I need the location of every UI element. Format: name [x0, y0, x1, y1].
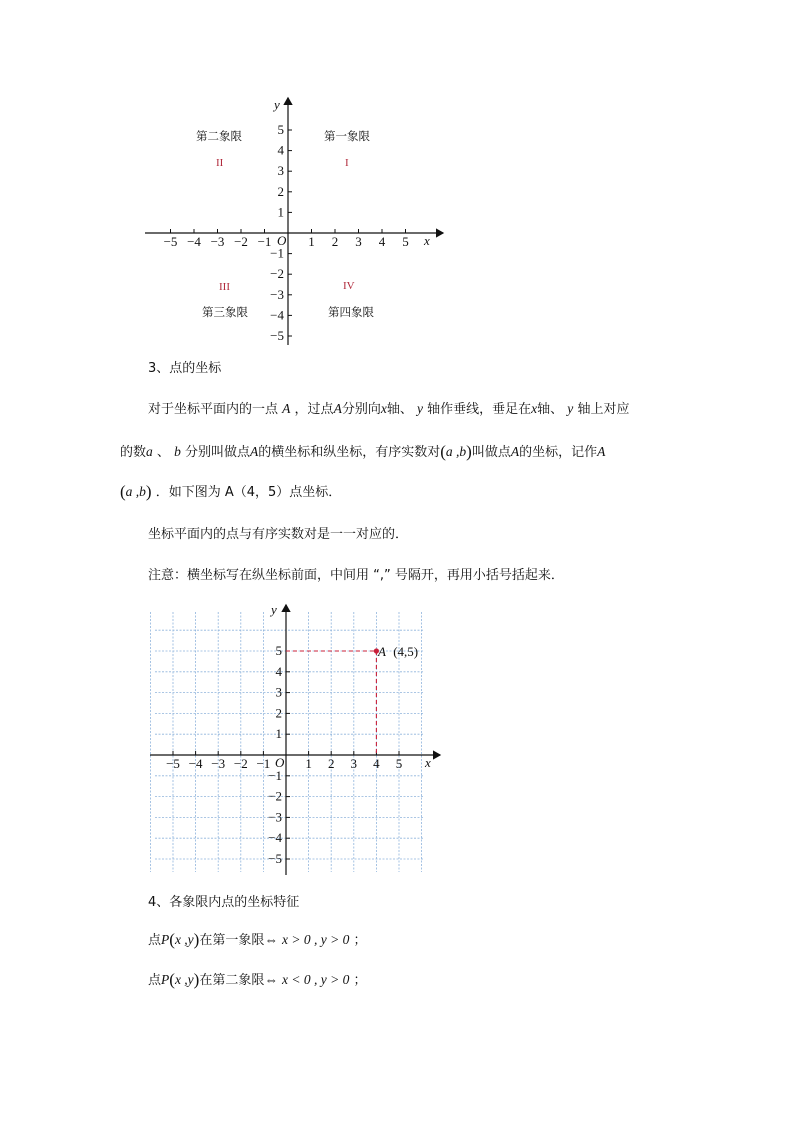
- x-tick-label: −5: [163, 234, 178, 249]
- x-tick-label: −2: [234, 234, 248, 249]
- y-tick-label: −1: [268, 767, 282, 783]
- quadrant-1-numeral: I: [345, 157, 349, 169]
- point-a-name: A: [378, 644, 386, 659]
- paren: ): [466, 442, 472, 461]
- y-tick-label: 4: [277, 142, 284, 158]
- text: 点: [148, 933, 162, 948]
- y-axis-label: y: [274, 97, 280, 112]
- x-tick-label: 2: [327, 756, 335, 771]
- math-pair: a ,b: [445, 444, 467, 459]
- point-a-label: [377, 644, 418, 659]
- origin-label: O: [277, 233, 287, 248]
- x-tick-label: −4: [187, 234, 201, 249]
- math-var: y: [567, 401, 574, 416]
- text: 叫做点: [471, 445, 511, 460]
- text: ．如下图为 A（4，5）点坐标．: [155, 485, 342, 500]
- quadrant-1-label: 第一象限: [324, 129, 370, 143]
- paren: ): [193, 970, 200, 989]
- text: 在第一象限: [199, 933, 265, 948]
- x-axis-label: x: [424, 233, 430, 248]
- coordinate-grid-figure: [145, 600, 445, 880]
- section-4-heading: 4、各象限内点的坐标特征: [148, 895, 300, 910]
- math-var: A: [510, 444, 520, 459]
- text: 的数: [120, 445, 147, 460]
- y-axis-label: y: [271, 602, 277, 617]
- y-tick-label: −5: [270, 328, 284, 343]
- y-tick-label: 5: [275, 643, 282, 658]
- y-tick-label: −3: [268, 809, 282, 825]
- text: 轴作垂线，垂足在: [427, 402, 532, 417]
- iff-symbol: ⇔: [264, 932, 278, 947]
- paren: ): [145, 482, 152, 501]
- x-tick-label: −5: [166, 756, 180, 771]
- y-tick-label: −2: [268, 788, 282, 804]
- x-tick-label: 1: [308, 234, 315, 249]
- x-tick-label: −1: [256, 756, 271, 771]
- text: 轴、: [537, 402, 564, 417]
- x-tick-label: −4: [188, 756, 203, 771]
- text: 的坐标，记作: [519, 445, 598, 460]
- text: 分别向: [341, 402, 381, 417]
- section-3-paragraph-2: [120, 441, 680, 463]
- y-tick-label: 3: [275, 684, 282, 700]
- quadrant-figure: [140, 95, 450, 350]
- math-pair: x ,y: [174, 932, 194, 947]
- text: 对于坐标平面内的一点: [148, 402, 279, 417]
- text: 轴上对应: [577, 402, 630, 417]
- math-var: a: [146, 444, 153, 459]
- quadrant-4-label: 第四象限: [328, 305, 374, 319]
- y-tick-label: −3: [270, 286, 284, 302]
- section-3-paragraph-4: 坐标平面内的点与有序实数对是一一对应的．: [148, 527, 409, 542]
- math-var: A: [249, 444, 259, 459]
- x-tick-label: 1: [305, 756, 312, 771]
- math-var: A: [597, 444, 606, 459]
- y-tick-label: 5: [277, 122, 284, 137]
- text: 轴、: [386, 402, 413, 417]
- math-var: y: [416, 401, 423, 416]
- coordinate-grid: [145, 600, 445, 880]
- iff-symbol: ⇔: [264, 972, 278, 987]
- math-var: x: [380, 401, 387, 416]
- x-tick-label: 4: [378, 234, 386, 249]
- y-tick-label: 1: [275, 726, 282, 742]
- math-var: P: [161, 972, 170, 987]
- y-tick-label: 2: [275, 705, 282, 721]
- quadrant-diagram: [140, 95, 450, 350]
- text: ，过点: [294, 402, 334, 417]
- text: 分别叫做点: [184, 445, 250, 460]
- x-tick-label: 4: [373, 756, 380, 771]
- x-tick-label: −1: [257, 234, 272, 249]
- x-tick-label: 3: [355, 234, 362, 249]
- text: 的横坐标和纵坐标，有序实数对: [258, 445, 441, 460]
- y-tick-label: −4: [270, 307, 284, 323]
- paren: ): [193, 930, 200, 949]
- math-var: A: [282, 401, 291, 416]
- y-tick-label: −4: [268, 830, 282, 846]
- y-tick-label: 1: [277, 204, 284, 220]
- math-var: b: [174, 444, 181, 459]
- math-pair: a ,b: [125, 484, 146, 499]
- point-a-coords: (4,5): [393, 644, 419, 659]
- quadrant-2-condition: [148, 969, 708, 991]
- section-3-heading: 3、点的坐标: [148, 361, 222, 376]
- y-tick-label: −2: [270, 266, 284, 282]
- text: ；: [353, 973, 367, 988]
- y-tick-label: −1: [270, 245, 284, 261]
- x-tick-label: 3: [350, 756, 358, 771]
- section-3-paragraph-1: [148, 399, 708, 420]
- paren: (: [120, 482, 126, 501]
- y-tick-label: −5: [268, 851, 282, 866]
- math-condition: x > 0 , y > 0: [282, 932, 350, 947]
- quadrant-2-numeral: II: [216, 157, 224, 169]
- paren: (: [169, 970, 175, 989]
- x-axis-label: x: [425, 755, 431, 770]
- quadrant-3-numeral: III: [219, 281, 230, 293]
- text: ；: [353, 933, 367, 948]
- text: 在第二象限: [199, 973, 265, 988]
- quadrant-2-label: 第二象限: [196, 129, 242, 143]
- paren: (: [440, 442, 446, 461]
- y-tick-label: 2: [277, 183, 284, 199]
- math-var: x: [531, 401, 538, 416]
- quadrant-3-label: 第三象限: [202, 305, 248, 319]
- x-tick-label: −2: [233, 756, 248, 771]
- math-condition: x < 0 , y > 0: [282, 972, 350, 987]
- y-tick-label: 4: [275, 663, 282, 679]
- section-3-paragraph-3: [120, 481, 680, 503]
- x-tick-label: 2: [331, 234, 339, 249]
- y-tick-label: 3: [277, 163, 284, 179]
- math-pair: x ,y: [174, 972, 194, 987]
- quadrant-4-numeral: IV: [343, 280, 355, 292]
- x-tick-label: −3: [211, 756, 226, 771]
- origin-label: O: [275, 755, 285, 770]
- text: 点: [148, 973, 162, 988]
- x-tick-label: −3: [210, 234, 225, 249]
- text: 、: [156, 445, 170, 460]
- math-var: A: [333, 401, 342, 416]
- paren: (: [169, 930, 175, 949]
- section-3-note: 注意：横坐标写在纵坐标前面，中间用 “,” 号隔开，再用小括号括起来．: [148, 568, 564, 583]
- quadrant-1-condition: [148, 929, 708, 951]
- x-tick-label: 5: [402, 234, 409, 249]
- math-var: P: [161, 932, 170, 947]
- x-tick-label: 5: [395, 756, 403, 771]
